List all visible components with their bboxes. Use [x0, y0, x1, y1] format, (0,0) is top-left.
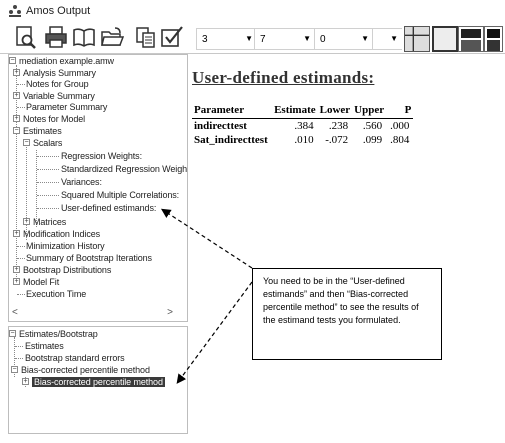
header-bar	[461, 29, 481, 38]
tree-item-notes-for-group[interactable]: Notes for Group	[26, 79, 89, 89]
tree-item-analysis-summary[interactable]: Analysis Summary	[23, 68, 96, 78]
window-title: Amos Output	[26, 5, 91, 17]
toolbar	[0, 22, 505, 54]
scroll-left-icon[interactable]: <	[12, 307, 18, 318]
amos-app-icon	[8, 4, 22, 18]
bootstrap-tree-estimates[interactable]: Estimates	[25, 341, 64, 351]
column-header-lower: Lower	[319, 104, 351, 116]
print-preview-icon[interactable]	[14, 25, 38, 49]
cell-parameter: indirecttest	[194, 120, 247, 132]
collapse-toggle[interactable]: −	[10, 330, 15, 337]
tree-connector	[17, 84, 25, 85]
collapse-toggle[interactable]: −	[14, 127, 19, 134]
tree-connector	[17, 258, 25, 259]
tree-item-minimization-history[interactable]: Minimization History	[26, 241, 105, 251]
table-header-row	[192, 104, 413, 119]
font-dropdown[interactable]	[372, 28, 402, 50]
tree-item-std-regression-weights[interactable]: Standardized Regression Weigh	[61, 164, 188, 174]
cell-lower: .238	[328, 120, 349, 132]
tree-root[interactable]: mediation example.amw	[19, 56, 114, 66]
column-header-parameter: Parameter	[194, 104, 245, 116]
expand-toggle[interactable]: +	[14, 92, 19, 99]
header-bar	[487, 29, 500, 38]
tree-item-scalars[interactable]: Scalars	[33, 138, 63, 148]
tree-item-estimates[interactable]: Estimates	[23, 126, 62, 136]
tree-item-variances[interactable]: Variances:	[61, 177, 102, 187]
chevron-down-icon: ▼	[390, 34, 398, 43]
expand-toggle[interactable]: +	[24, 218, 29, 225]
bootstrap-tree-bias-corrected-parent[interactable]: Bias-corrected percentile method	[21, 365, 150, 375]
tree-item-bootstrap-distributions[interactable]: Bootstrap Distributions	[23, 265, 112, 275]
book-icon[interactable]	[72, 25, 96, 49]
tree-connector	[17, 294, 25, 295]
tree-connector	[37, 182, 59, 183]
expand-toggle[interactable]: +	[14, 115, 19, 122]
cell-p: .000	[390, 120, 410, 132]
checkbox-icon[interactable]	[160, 25, 184, 49]
tree-connector	[17, 246, 25, 247]
tree-connector	[17, 107, 25, 108]
table-rows-dropdown[interactable]: 0 ▼	[314, 28, 374, 50]
tree-item-modification-indices[interactable]: Modification Indices	[23, 229, 101, 239]
column-width-dropdown[interactable]: 7 ▼	[254, 28, 316, 50]
column-header-p: P	[404, 104, 412, 116]
cell-upper: .099	[362, 134, 383, 146]
output-tree-panel[interactable]	[8, 54, 188, 322]
chevron-down-icon: ▼	[303, 34, 311, 43]
column-header-estimate: Estimate	[274, 104, 316, 116]
bootstrap-tree-standard-errors[interactable]: Bootstrap standard errors	[25, 353, 125, 363]
tree-connector	[15, 346, 23, 347]
arrow-to-bias-corrected-method	[178, 282, 252, 382]
tree-item-execution-time[interactable]: Execution Time	[26, 289, 87, 299]
collapse-toggle[interactable]: −	[24, 139, 29, 146]
dark-header-view-button[interactable]	[484, 26, 503, 52]
open-folder-icon[interactable]	[100, 25, 124, 49]
header-view-button[interactable]	[458, 26, 484, 52]
expand-toggle[interactable]: +	[23, 378, 28, 385]
tree-item-regression-weights[interactable]: Regression Weights:	[61, 151, 142, 161]
tree-item-squared-multiple-correlations[interactable]: Squared Multiple Correlations:	[61, 190, 180, 200]
expand-toggle[interactable]: +	[14, 266, 19, 273]
bootstrap-tree-panel[interactable]	[8, 326, 188, 434]
tree-connector	[15, 358, 23, 359]
expand-toggle[interactable]: +	[14, 278, 19, 285]
cell-estimate: .010	[294, 134, 314, 146]
tree-item-matrices[interactable]: Matrices	[33, 217, 67, 227]
bootstrap-tree-bias-corrected-selected[interactable]: Bias-corrected percentile method	[34, 377, 163, 387]
tree-item-variable-summary[interactable]: Variable Summary	[23, 91, 95, 101]
chevron-down-icon: ▼	[361, 34, 369, 43]
cell-estimate: .384	[294, 120, 314, 132]
body-bar	[487, 40, 500, 51]
print-icon[interactable]	[44, 25, 68, 49]
tree-item-notes-for-model[interactable]: Notes for Model	[23, 114, 86, 124]
tree-connector	[36, 150, 37, 227]
bootstrap-tree-root[interactable]: Estimates/Bootstrap	[19, 329, 98, 339]
horizontal-scrollbar[interactable]	[9, 307, 187, 321]
table-row	[192, 133, 413, 147]
tree-item-parameter-summary[interactable]: Parameter Summary	[26, 102, 108, 112]
collapse-toggle[interactable]: −	[12, 366, 17, 373]
collapse-toggle[interactable]: −	[10, 57, 15, 64]
cell-parameter: Sat_indirecttest	[194, 134, 268, 146]
body-bar	[461, 40, 481, 51]
estimands-table	[192, 104, 413, 147]
tree-item-summary-bootstrap-iterations[interactable]: Summary of Bootstrap Iterations	[26, 253, 152, 263]
column-header-upper: Upper	[354, 104, 385, 116]
output-heading: User-defined estimands:	[192, 68, 375, 87]
tree-connector	[37, 169, 59, 170]
table-lines-view-button[interactable]	[404, 26, 430, 52]
tree-connector	[26, 140, 27, 240]
title-bar	[0, 0, 505, 22]
cell-p: .804	[390, 134, 410, 146]
scroll-right-icon[interactable]: >	[167, 307, 173, 318]
expand-toggle[interactable]: +	[14, 69, 19, 76]
copy-icon[interactable]	[134, 25, 158, 49]
plain-view-button[interactable]	[432, 26, 458, 52]
cell-lower: -.072	[325, 134, 349, 146]
decimal-places-dropdown[interactable]: 3 ▼	[196, 28, 258, 50]
tree-item-user-defined-estimands[interactable]: User-defined estimands:	[61, 203, 157, 213]
tree-connector	[37, 208, 59, 209]
tree-connector	[37, 156, 59, 157]
instruction-callout: You need to be in the “User-defined estimands” and then “Bias-corrected percentile method” to see the results of the estimand tests you formulated.	[252, 268, 442, 360]
tree-connector	[37, 195, 59, 196]
chevron-down-icon: ▼	[245, 34, 253, 43]
cell-upper: .560	[362, 120, 383, 132]
expand-toggle[interactable]: +	[14, 230, 19, 237]
table-row	[192, 119, 413, 134]
tree-item-model-fit[interactable]: Model Fit	[23, 277, 60, 287]
